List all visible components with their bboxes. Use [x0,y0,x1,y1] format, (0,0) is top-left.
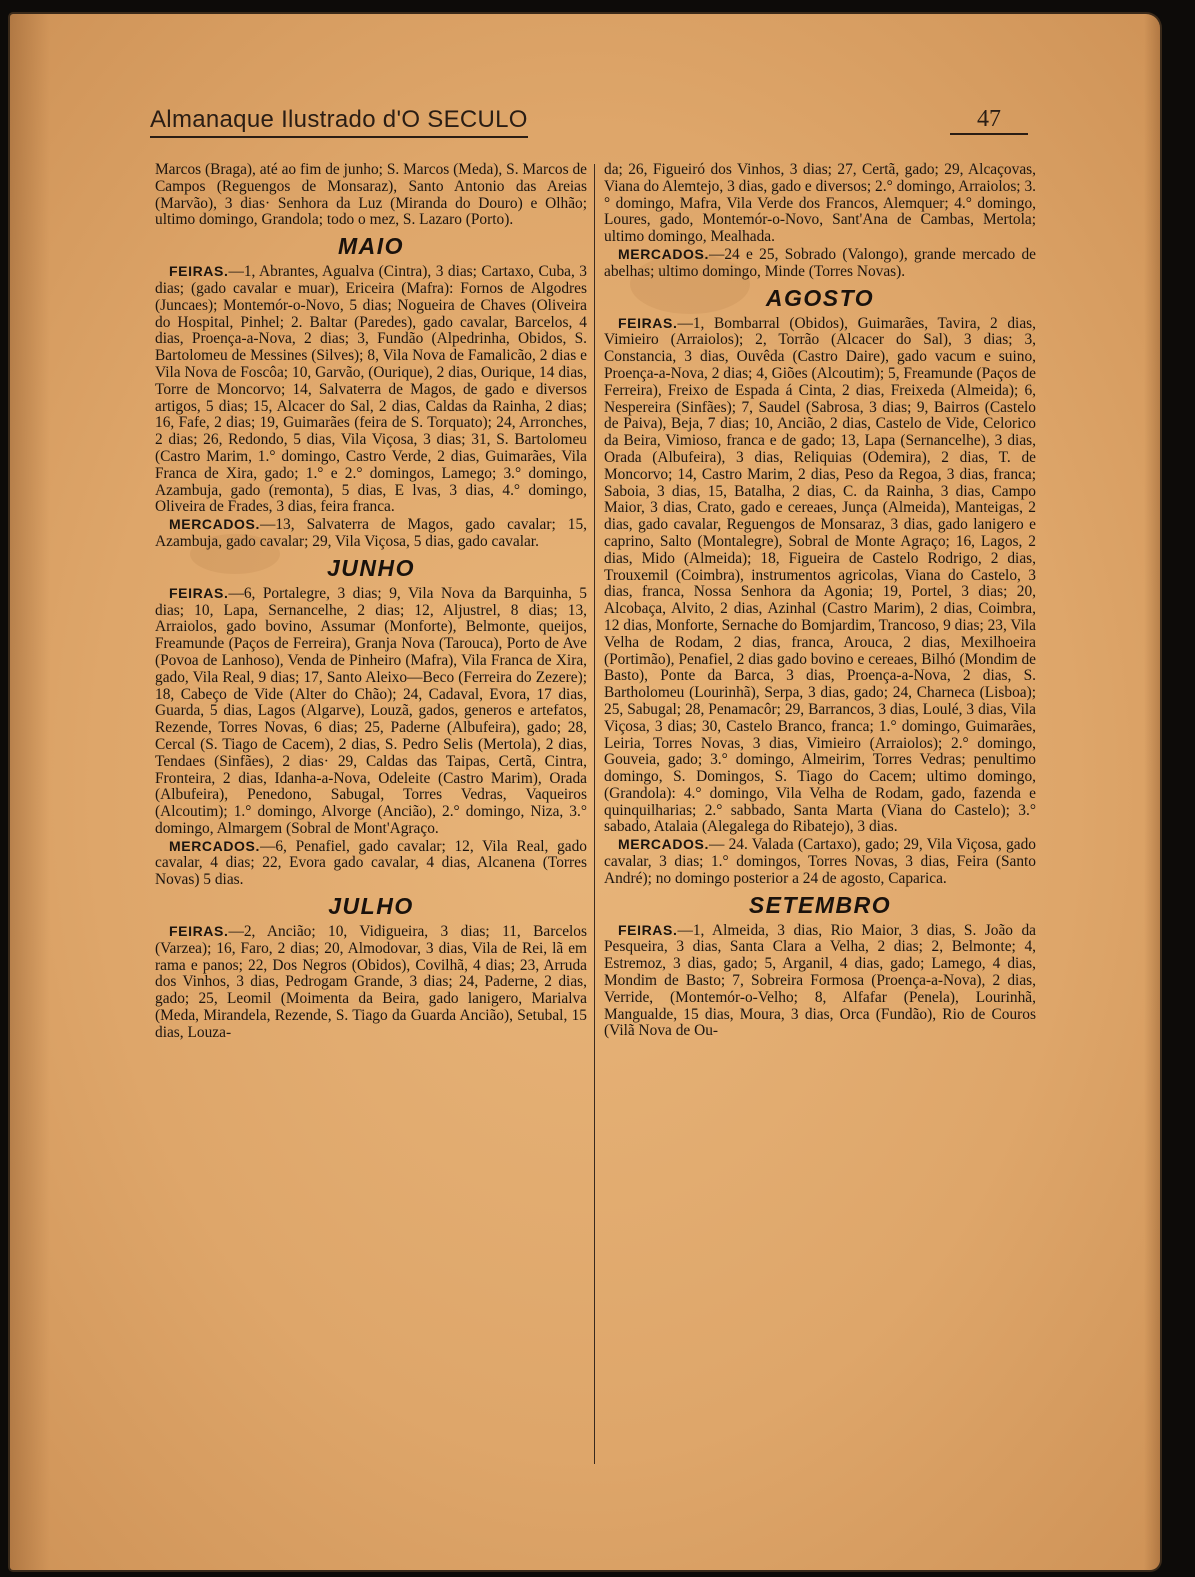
julho-mercados-paragraph [604,246,1036,281]
page-gutter-shadow [10,14,50,1570]
feiras-label: FEIRAS. [618,921,678,938]
setembro-feiras-text: —1, Almeida, 3 dias, Rio Maior, 3 dias, S. João da Pesqueira, 3 dias, Santa Clara a Velha, 2 dias; 2, Belmonte; 4, Estremoz, 3 dias, gado; 5, Arganil, 4 dias, gado; Lamego, 4 dias, Mondim de Basto; 7, Sobreira Formosa (Proença-a-Nova), 2 dias, Verride, (Montemór-o-Velho; 8, Alfafar (Penela), Lourinhã, Mangualde, 15 dias, Moura, 3 dias, Orca (Fundão), Rio de Couros (Vilã Nova de Ou- [604,921,1036,1040]
agosto-mercados-text: — 24. Valada (Cartaxo), gado; 29, Vila Viçosa, gado cavalar, 3 dias; 1.° domingos, Torres Novas, 3 dias, Feira (Santo André); no domingo posterior a 24 de agosto, Caparica. [604,836,1036,887]
junho-feiras-text: —6, Portalegre, 3 dias; 9, Vila Nova da Barquinha, 5 dias; 10, Lapa, Sernancelhe, 2 dias; 12, Aljustrel, 8 dias; 13, Arraiolos, gado bovino, Assumar (Monforte), Belmonte, queijos, Freamunde (Paços de Ferreira), Granja Nova (Tarouca), Porto de Ave (Povoa de Lanhoso), Venda de Pinheiro (Mafra), Vila Franca de Xira, gado, Vila Real, 9 dias; 17, Santo Aleixo—Beco (Ferreira do Zezere); 18, Cabeço de Vide (Alter do Chão); 24, Cadaval, Evora, 17 dias, Guarda, 5 dias, Lagos (Algarve), Louzã, gados, generos e artefatos, Rezende, Torres Novas, 6 dias; 25, Paderne (Albufeira), gado; 28, Cercal (S. Tiago de Cacem), 2 dias, S. Pedro Selis (Mertola), 2 dias, Tendaes (Sinfães), 2 dias· 29, Caldas das Taipas, Certã, Cintra, Fronteira, 2 dias, Idanha-a-Nova, Odeleite (Castro Marim), Orada (Albufeira), Penedono, Sabugal, Torres Vedras, Vaqueiros (Alcoutim); 1.° domingo, Alvorge (Ancião), 2.° domingo, Niza, 3.° domingo, Almargem (Sobral de Mont'Agraço. [155,584,587,837]
maio-feiras-text: —1, Abrantes, Agualva (Cintra), 3 dias; Cartaxo, Cuba, 3 dias; (gado cavalar e muar), Ericeira (Mafra): Fornos de Algodres (Juncaes); Montemór-o-Novo, 5 dias; Nogueira de Chaves (Oliveira do Hospital, Pinhel; 2. Baltar (Paredes), gado cavalar, Barcelos, 4 dias, Proença-a-Nova, 2 dias; 3, Fundão (Alpedrinha, Obidos, S. Bartolomeu de Messines (Silves); 8, Vila Nova de Famalicão, 2 dias e Vila Nova de Foscôa; 10, Garvão, (Ourique), 2 dias, Ourique, 14 dias, Torre de Moncorvo; 14, Salvaterra de Magos, de gado e diversos artigos, 5 dias; 15, Alcacer do Sal, 2 dias, Caldas da Rainha, 2 dias; 16, Fafe, 2 dias; 19, Guimarães (feira de S. Torquato); 24, Arronches, 2 dias; 26, Redondo, 5 dias, Vila Viçosa, 3 dias; 31, S. Bartolomeu (Castro Marim, 1.° domingo, Castro Verde, 2 dias, Guimarães, Vila Franca de Xira, gado; 1.° e 2.° domingos, Lamego; 3.° domingo, Azambuja, gado (remonta), 5 dias, E lvas, 3 dias, 4.° domingo, Oliveira de Frades, 3 dias, feira franca. [155,263,587,516]
month-heading-setembro: SETEMBRO [748,891,892,918]
julho-feiras-text: —2, Ancião; 10, Vidigueira, 3 dias; 11, Barcelos (Varzea); 16, Faro, 2 dias; 20, Almodovar, 3 dias, Vila de Rei, lã em rama e panos; 22, Dos Negros (Obidos), Covilhã, 4 dias; 23, Arruda dos Vinhos, 3 dias, Pedrogam Grande, 3 dias; 24, Paderne, 2 dias, gado; 25, Leomil (Moimenta da Beira, gado lanigero, Marialva (Meda, Mirandela, Rezende, S. Tiago da Guarda Ancião), Setubal, 15 dias, Louza- [155,923,587,1041]
julho-mercados-text: —24 e 25, Sobrado (Valongo), grande mercado de abelhas; ultimo domingo, Minde (Torres Novas). [604,245,1036,280]
feiras-label: FEIRAS. [169,263,229,280]
mercados-label: MERCADOS. [618,836,709,853]
left-column [155,162,587,1042]
junho-mercados-paragraph [155,838,587,889]
agosto-feiras-paragraph [604,315,1036,837]
april-continuation-paragraph: Marcos (Braga), até ao fim de junho; S. Marcos (Meda), S. Marcos de Campos (Reguengos de Monsaraz), Santo Antonio das Areias (Marvão), 3 dias· Senhora da Luz (Miranda do Douro) e Olhão; ultimo domingo, Grandola; todo o mez, S. Lazaro (Porto). [155,161,587,229]
junho-mercados-text: —6, Penafiel, gado cavalar; 12, Vila Real, gado cavalar, 4 dias; 22, Evora gado cavalar, 4 dias, Alcanena (Torres Novas) 5 dias. [155,837,587,889]
month-heading-junho: JUNHO [326,554,415,581]
feiras-label: FEIRAS. [169,923,229,940]
mercados-label: MERCADOS. [169,516,260,533]
junho-feiras-paragraph [155,585,587,838]
feiras-label: FEIRAS. [169,584,229,601]
setembro-feiras-paragraph [604,922,1036,1041]
month-heading-maio: MAIO [337,233,405,260]
julho-feiras-paragraph [155,923,587,1042]
running-title: Almanaque Ilustrado d'O SECULO [150,106,528,138]
agosto-mercados-paragraph [604,836,1036,887]
column-divider [594,164,595,1464]
maio-feiras-paragraph [155,263,587,516]
document-page [10,14,1160,1570]
maio-mercados-paragraph [155,516,587,551]
page-edge-shadow [1144,14,1160,1570]
julho-continuation-paragraph: da; 26, Figueiró dos Vinhos, 3 dias; 27, Certã, gado; 29, Alcaçovas, Viana do Alemtejo, 3 dias, gado e diversos; 2.° domingo, Arraiolos; 3.° domingo, Mafra, Vila Verde dos Francos, Alemquer; 4.° domingo, Loures, gado, Montemór-o-Novo, Sant'Ana de Cambas, Mertola; ultimo domingo, Mealhada. [604,161,1036,246]
right-column [604,162,1036,1040]
page-number: 47 [950,106,1028,135]
mercados-label: MERCADOS. [618,245,709,262]
feiras-label: FEIRAS. [618,314,678,331]
agosto-feiras-text: —1, Bombarral (Obidos), Guimarães, Tavira, 2 dias, Vimieiro (Arraiolos); 2, Torrão (Alcacer do Sal), 3 dias; 3, Constancia, 3 dias, Ouvêda (Castro Daire), gado vacum e suino, Proença-a-Nova, 2 dias; 4, Giões (Alcoutim); 5, Freamunde (Paços de Ferreira), Freixo de Espada á Cinta, 2 dias, Freixeda (Almeida); 6, Nespereira (Sinfães); 7, Saudel (Sabrosa, 3 dias; 9, Bairros (Castelo de Paiva), Beja, 7 dias; 10, Ancião, 2 dias, Castelo de Vide, Celorico da Beira, Vimioso, franca e de gado; 13, Lapa (Sernancelhe), 3 dias, Orada (Albufeira), 3 dias, Reliquias (Odemira), 2 dias, T. de Moncorvo; 14, Castro Marim, 2 dias, Peso da Regoa, 3 dias, franca; Saboia, 3 dias, 15, Batalha, 2 dias, C. da Rainha, 3 dias, Campo Maior, 3 dias, Crato, gado e cereaes, Junça (Almeida), Manteigas, 2 dias, gado cavalar, Reguengos de Monsaraz, 3 dias, gado lanigero e caprino, Salto (Montalegre), Sobral de Monte Agraço; 16, Lagos, 2 dias, Mido (Almeida); 18, Figueira de Castelo Rodrigo, 2 dias, Trouxemil (Coimbra), instrumentos agricolas, Viana do Castelo, 3 dias, franca, Nossa Senhora da Agonia; 19, Portel, 3 dias; 20, Alcobaça, Alvito, 2 dias, Azinhal (Castro Marim), 2 dias, Coimbra, 12 dias, Monforte, Sernache do Bomjardim, Trancoso, 9 dias; 23, Vila Velha de Rodam, 2 dias, franca, Arouca, 2 dias, Mexilhoeira (Portimão), Penafiel, 2 dias gado bovino e cereaes, Bilhó (Mondim de Basto), Ponte da Barca, 3 dias, Proença-a-Nova, 2 dias, S. Bartholomeu (Lourinhã), Serpa, 3 dias, gado; 24, Charneca (Lisboa); 25, Sabugal; 28, Penamacôr; 29, Barrancos, 3 dias, Loulé, 3 dias, Vila Viçosa, 3 dias; 30, Castelo Branco, franca; 1.° domingo, Guimarães, Leiria, Torres Novas, 3 dias, Vimieiro (Arraiolos); 2.° domingo, Gouveia, gado; 3.° domingo, Almeirim, Torres Vedras; penultimo domingo, S. Domingos, S. Tiago do Cacem; ultimo domingo, (Grandola): 4.° domingo, Vila Velha de Rodam, gado, fazenda e quinquilharias; 2.° sabbado, Santa Marta (Viana do Castelo); 3.° sabado, Atalaia (Alegalega do Ribatejo), 3 dias. [604,314,1036,836]
month-heading-julho: JULHO [328,893,414,920]
maio-mercados-text: —13, Salvaterra de Magos, gado cavalar; 15, Azambuja, gado cavalar; 29, Vila Viçosa, 5 dias, gado cavalar. [155,516,587,550]
month-heading-agosto: AGOSTO [765,284,875,311]
mercados-label: MERCADOS. [169,837,260,854]
